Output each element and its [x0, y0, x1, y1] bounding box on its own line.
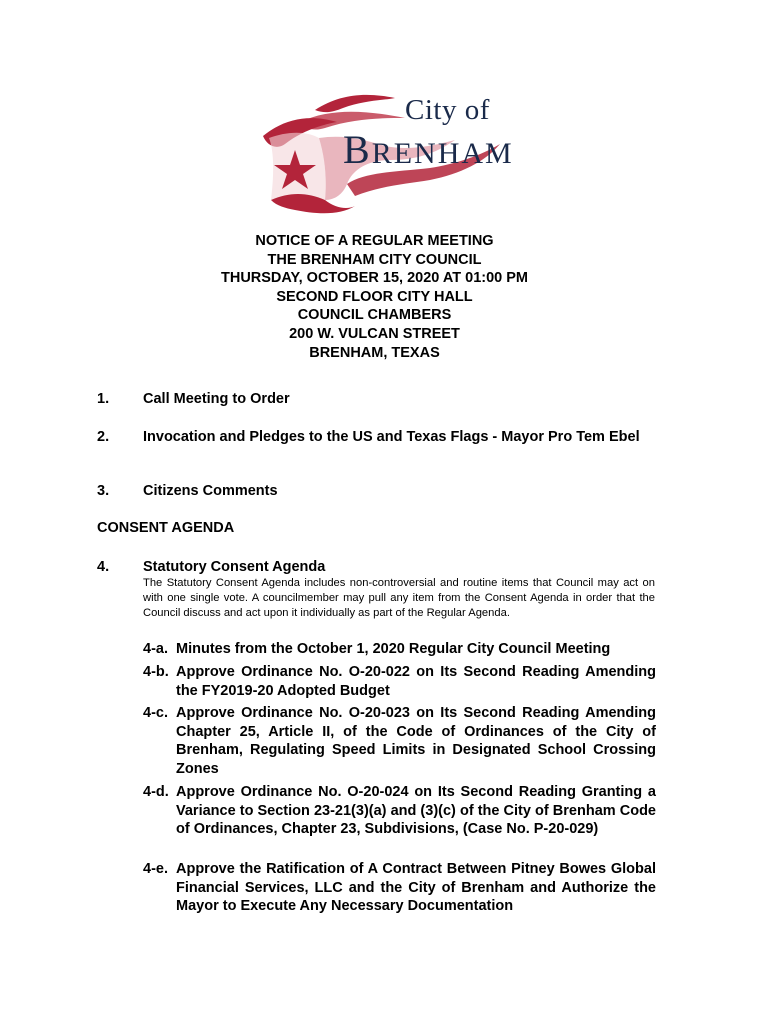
meeting-notice-heading	[0, 232, 749, 362]
consent-agenda-description: The Statutory Consent Agenda includes non-controversial and routine items that Council may act on with one single vote. A councilmember may pull any item from the Consent Agenda in order that the Council discuss and act upon it individually as part of the Regular Agenda.	[143, 577, 655, 620]
consent-item-text: Approve Ordinance No. O-20-022 on Its Second Reading Amending the FY2019-20 Adopted Budget	[176, 664, 656, 699]
heading-line: 200 W. VULCAN STREET	[289, 325, 460, 342]
consent-agenda-title: CONSENT AGENDA	[97, 520, 235, 536]
heading-line: THE BRENHAM CITY COUNCIL	[267, 251, 482, 268]
consent-item-text: Approve Ordinance No. O-20-023 on Its Second Reading Amending Chapter 25, Article II, of the Code of Ordinances of the City of Brenham, Regulating Speed Limits in Designated School Crossing Zones	[176, 705, 656, 777]
agenda-item-number: 4.	[97, 559, 110, 575]
logo-city-of-text: City of	[405, 94, 490, 126]
agenda-item-number: 2.	[97, 429, 110, 445]
consent-item-label: 4-d.	[143, 784, 169, 800]
logo-brenham-initial: B	[343, 127, 372, 172]
consent-item-label: 4-b.	[143, 664, 169, 680]
heading-line: NOTICE OF A REGULAR MEETING	[255, 233, 494, 249]
agenda-item-number: 3.	[97, 483, 110, 499]
consent-item-label: 4-e.	[143, 861, 168, 877]
consent-item-label: 4-a.	[143, 641, 168, 657]
consent-item-text: Approve the Ratification of A Contract Between Pitney Bowes Global Financial Services, LLC and the City of Brenham and Authorize the Mayor to Execute Any Necessary Documentation	[176, 861, 656, 915]
heading-line: BRENHAM, TEXAS	[309, 344, 440, 361]
consent-item-text: Approve Ordinance No. O-20-024 on Its Second Reading Granting a Variance to Section 23-21(3)(a) and (3)(c) of the City of Brenham Code of Ordinances, Chapter 23, Subdivisions, (Case No. P-20-029)	[176, 784, 656, 838]
agenda-item-text: Invocation and Pledges to the US and Texas Flags - Mayor Pro Tem Ebel	[143, 429, 640, 445]
logo-brenham-rest: RENHAM	[371, 137, 514, 170]
logo-brenham-text	[343, 126, 514, 173]
heading-line: SECOND FLOOR CITY HALL	[276, 288, 473, 305]
consent-item-label: 4-c.	[143, 705, 168, 721]
agenda-item-text: Statutory Consent Agenda	[143, 559, 326, 575]
heading-line: COUNCIL CHAMBERS	[297, 307, 452, 324]
consent-item-text: Minutes from the October 1, 2020 Regular City Council Meeting	[176, 641, 611, 657]
city-of-brenham-logo	[255, 88, 514, 223]
agenda-item-text: Citizens Comments	[143, 483, 278, 499]
agenda-item-text: Call Meeting to Order	[143, 391, 290, 407]
agenda-item-number: 1.	[97, 391, 110, 407]
heading-line: THURSDAY, OCTOBER 15, 2020 AT 01:00 PM	[220, 270, 529, 287]
